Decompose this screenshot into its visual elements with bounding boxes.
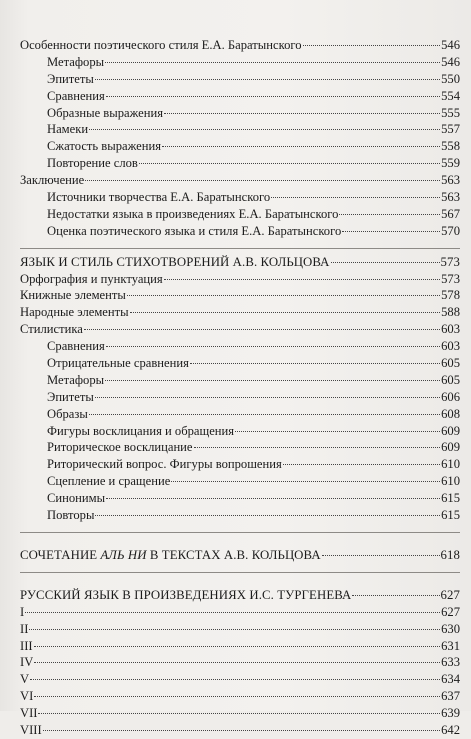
dot-leader <box>34 662 440 663</box>
toc-page-number: 558 <box>441 139 460 154</box>
dot-leader <box>105 62 440 63</box>
toc-entry-title: IV <box>20 655 34 670</box>
dot-leader <box>130 312 441 313</box>
toc-entry <box>20 423 460 440</box>
toc-entry-title: Риторическое восклицание <box>47 440 193 455</box>
toc-entry-title: II <box>20 621 29 636</box>
toc-entry-title: Сравнения <box>47 88 105 103</box>
toc-entry-title: Особенности поэтического стиля Е.А. Баратынского <box>20 38 302 52</box>
toc-page-number: 546 <box>441 54 460 69</box>
dot-leader <box>106 498 440 499</box>
dot-leader <box>95 79 440 80</box>
toc-entry-title: Стилистика <box>20 322 83 337</box>
toc-section-title: ЯЗЫК И СТИЛЬ СТИХОТВОРЕНИЙ А.В. КОЛЬЦОВА <box>20 254 330 269</box>
dot-leader <box>164 279 440 280</box>
toc-page-number: 634 <box>441 672 460 687</box>
toc-page-number: 615 <box>441 491 460 506</box>
dot-leader <box>30 679 440 680</box>
toc-entry <box>20 671 460 688</box>
dot-leader <box>171 481 440 482</box>
toc-entry <box>20 88 460 105</box>
toc-entry-title: Заключение <box>20 173 85 188</box>
dot-leader <box>95 515 440 516</box>
toc-entry <box>20 172 460 189</box>
dot-leader <box>29 629 440 630</box>
toc-page-number: 610 <box>441 457 460 472</box>
toc-page-number: 642 <box>441 722 460 737</box>
toc-entry <box>20 490 460 507</box>
toc-entry <box>20 71 460 88</box>
dot-leader <box>283 464 440 465</box>
italic-term: АЛЬ НИ <box>100 547 147 562</box>
toc-entry-title: Фигуры восклицания и обращения <box>47 423 235 438</box>
toc-entry <box>20 621 460 638</box>
dot-leader <box>89 414 440 415</box>
dot-leader <box>322 555 440 556</box>
toc-page-number: 588 <box>441 305 460 320</box>
toc-entry-title: Метафоры <box>47 54 105 69</box>
dot-leader <box>106 96 440 97</box>
toc-entry-title: Недостатки языка в произведениях Е.А. Баратынского <box>47 206 339 221</box>
toc-entry <box>20 456 460 473</box>
dot-leader <box>303 45 441 46</box>
toc-page-number: 609 <box>441 423 460 438</box>
toc-entry-title: Сцепление и сращение <box>47 474 171 489</box>
toc-section-koltsov <box>20 254 460 271</box>
toc-page-number: 631 <box>441 638 460 653</box>
toc-entry <box>20 155 460 172</box>
toc-page-number: 610 <box>441 474 460 489</box>
dot-leader <box>352 595 439 596</box>
toc-section-title: РУССКИЙ ЯЗЫК В ПРОИЗВЕДЕНИЯХ И.С. ТУРГЕНЕВА <box>20 587 352 602</box>
toc-entry-title: Сравнения <box>47 339 105 354</box>
toc-page-number: 639 <box>441 706 460 721</box>
toc-page-number: 627 <box>441 604 460 619</box>
dot-leader <box>162 146 440 147</box>
toc-entry <box>20 654 460 671</box>
toc-page-number: 578 <box>441 288 460 303</box>
toc-entry <box>20 206 460 223</box>
toc-entry <box>20 54 460 71</box>
toc-entry <box>20 688 460 705</box>
toc-entry <box>20 406 460 423</box>
dot-leader <box>85 180 440 181</box>
toc-entry <box>20 287 460 304</box>
dot-leader <box>25 612 440 613</box>
koltsov-entries <box>20 271 460 524</box>
turgenev-entries <box>20 604 460 739</box>
toc-entry <box>20 355 460 372</box>
toc-page-number: 563 <box>441 190 460 205</box>
toc-entry-title: Метафоры <box>47 372 105 387</box>
toc-entry-title: VI <box>20 689 34 704</box>
dot-leader <box>235 431 440 432</box>
toc-section-title: СОЧЕТАНИЕ АЛЬ НИ В ТЕКСТАХ А.В. КОЛЬЦОВА <box>20 547 321 562</box>
toc-page-number: 618 <box>440 547 460 562</box>
table-of-contents <box>20 37 460 739</box>
dot-leader <box>190 363 440 364</box>
toc-entry <box>20 338 460 355</box>
toc-entry-title: Эпитеты <box>47 389 94 404</box>
dot-leader <box>194 447 441 448</box>
toc-page-number: 608 <box>441 406 460 421</box>
toc-entry-title: Источники творчества Е.А. Баратынского <box>47 190 271 205</box>
toc-section-turgenev <box>20 587 460 604</box>
toc-entry <box>20 722 460 739</box>
toc-entry <box>20 121 460 138</box>
toc-page-number: 609 <box>441 440 460 455</box>
toc-page-number: 605 <box>441 372 460 387</box>
toc-entry <box>20 439 460 456</box>
toc-entry-title: III <box>20 638 33 653</box>
toc-entry <box>20 372 460 389</box>
toc-page-number: 554 <box>441 88 460 103</box>
dot-leader <box>127 295 440 296</box>
toc-page-number: 627 <box>440 587 460 602</box>
dot-leader <box>38 713 440 714</box>
toc-page-number: 563 <box>441 173 460 188</box>
toc-page-number: 559 <box>441 156 460 171</box>
toc-section-ali-ni <box>20 547 460 564</box>
toc-entry-title: Повторы <box>47 508 95 523</box>
toc-page-number: 605 <box>441 356 460 371</box>
dot-leader <box>34 646 441 647</box>
toc-entry <box>20 507 460 524</box>
toc-page-number: 573 <box>440 254 460 269</box>
toc-entry <box>20 189 460 206</box>
dot-leader <box>271 197 440 198</box>
dot-leader <box>105 380 440 381</box>
toc-entry <box>20 389 460 406</box>
toc-entry-title: VII <box>20 706 38 721</box>
toc-entry-title: Отрицательные сравнения <box>47 356 189 371</box>
toc-page-number: 555 <box>441 105 460 120</box>
toc-entry-title: Риторический вопрос. Фигуры вопрошения <box>47 457 282 472</box>
dot-leader <box>106 346 440 347</box>
toc-entry <box>20 604 460 621</box>
toc-entry-title: V <box>20 672 30 687</box>
baratynsky-entries <box>20 37 460 240</box>
toc-page-number: 637 <box>441 689 460 704</box>
toc-entry <box>20 271 460 288</box>
toc-entry <box>20 138 460 155</box>
dot-leader <box>89 129 440 130</box>
toc-entry <box>20 223 460 240</box>
toc-page-number: 633 <box>441 655 460 670</box>
toc-page-number: 615 <box>441 508 460 523</box>
toc-entry-title: VIII <box>20 722 42 737</box>
toc-entry-title: Оценка поэтического языка и стиля Е.А. Баратынского <box>47 223 342 238</box>
dot-leader <box>139 163 440 164</box>
dot-leader <box>43 730 440 731</box>
toc-entry <box>20 304 460 321</box>
toc-entry-title: Повторение слов <box>47 156 138 171</box>
toc-entry <box>20 705 460 722</box>
toc-page-number: 603 <box>441 339 460 354</box>
dot-leader <box>95 397 440 398</box>
toc-entry-title: Синонимы <box>47 491 106 506</box>
toc-entry-title: Сжатость выражения <box>47 139 161 154</box>
toc-entry-title: I <box>20 604 25 619</box>
dot-leader <box>34 696 440 697</box>
dot-leader <box>342 231 440 232</box>
toc-page-number: 603 <box>441 322 460 337</box>
toc-page-number: 570 <box>441 223 460 238</box>
toc-entry <box>20 105 460 122</box>
toc-entry <box>20 638 460 655</box>
dot-leader <box>164 113 440 114</box>
toc-entry <box>20 473 460 490</box>
toc-entry-title: Образные выражения <box>47 105 163 120</box>
toc-entry <box>20 37 460 54</box>
toc-page-number: 567 <box>441 206 460 221</box>
toc-page-number: 546 <box>441 38 460 52</box>
toc-page-number: 573 <box>441 271 460 286</box>
dot-leader <box>339 214 440 215</box>
toc-entry-title: Эпитеты <box>47 71 94 86</box>
toc-page-number: 630 <box>441 621 460 636</box>
toc-page-number: 550 <box>441 71 460 86</box>
toc-entry-title: Орфография и пунктуация <box>20 271 163 286</box>
dot-leader <box>84 329 440 330</box>
toc-entry-title: Народные элементы <box>20 305 129 320</box>
toc-page-number: 606 <box>441 389 460 404</box>
dot-leader <box>331 262 440 263</box>
toc-entry-title: Намеки <box>47 122 89 137</box>
toc-page-number: 557 <box>441 122 460 137</box>
toc-entry-title: Книжные элементы <box>20 288 126 303</box>
toc-entry-title: Образы <box>47 406 88 421</box>
toc-entry <box>20 321 460 338</box>
